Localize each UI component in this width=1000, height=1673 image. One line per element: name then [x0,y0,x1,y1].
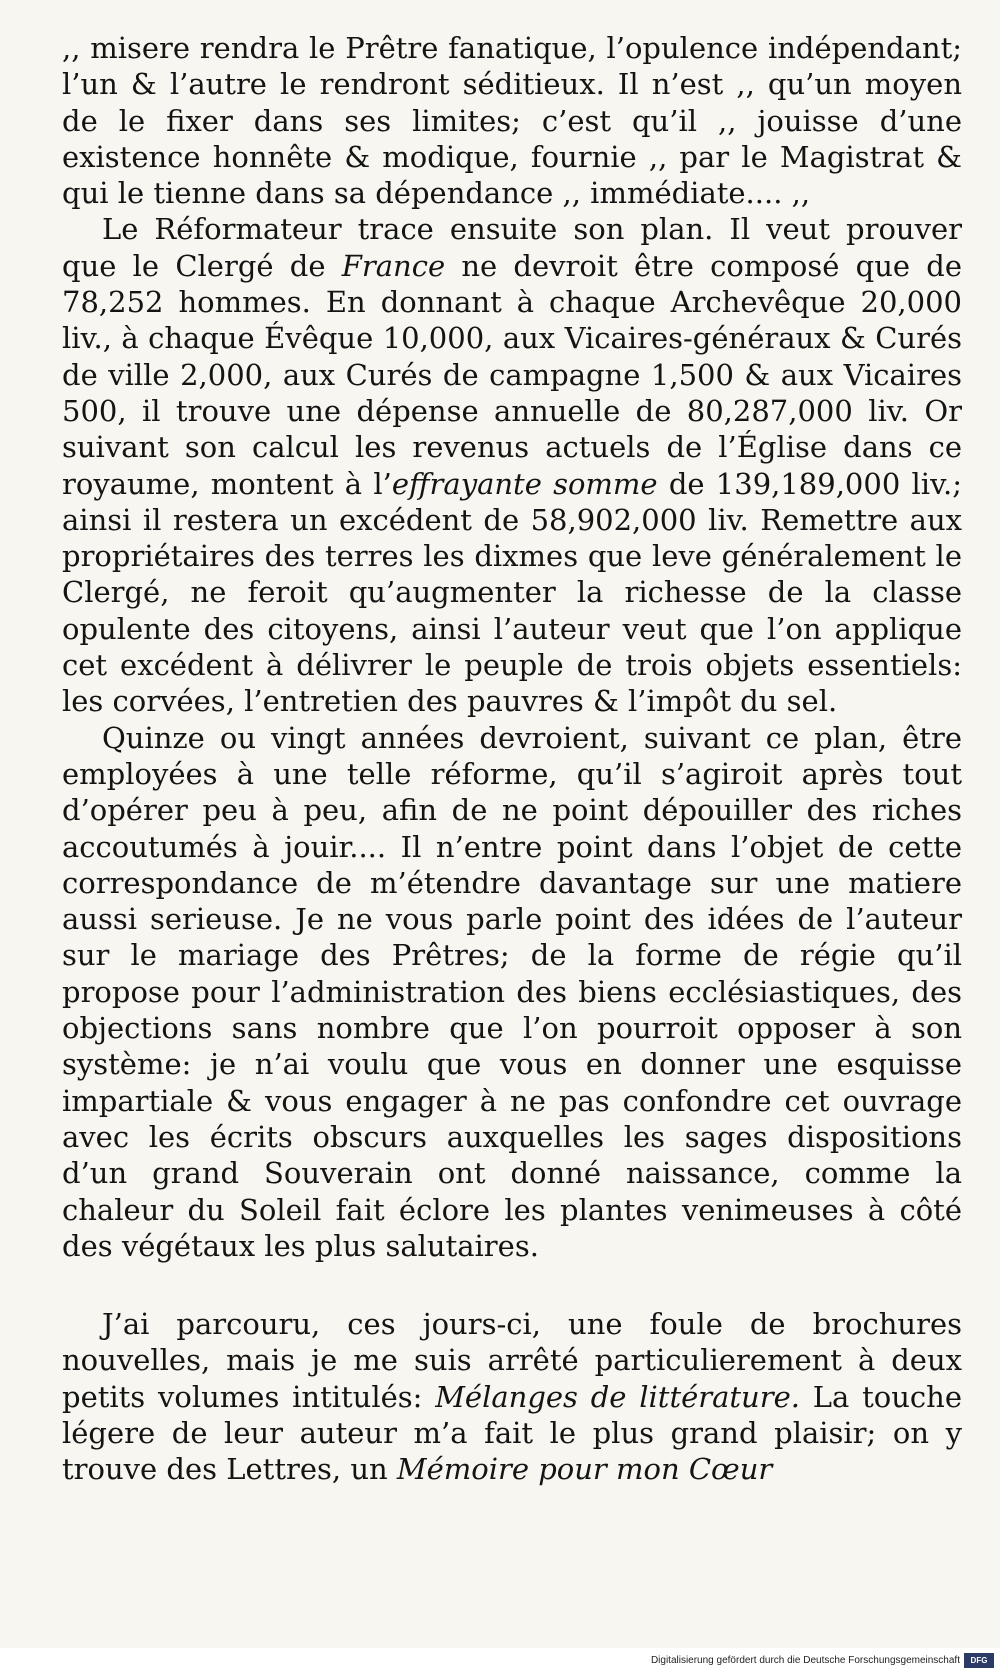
text-run: ,, misere rendra le Prêtre fanatique, l’opulence indépendant; l’un & l’autre le rendront séditieux. Il n’est ,, qu’un moyen de le fixer dans ses limites; c’est qu’il ,, jouisse d’une existence honnête & modique, fournie ,, par le Magistrat & qui le tienne dans sa dépendance ,, immédiate.... ,, [62,31,962,211]
italic-text: Mémoire pour mon Cœur [396,1452,773,1487]
digitization-credit: Digitalisierung gefördert durch die Deutsche Forschungsgemeinschaft [650,1655,960,1666]
dfg-logo: DFG [964,1653,994,1668]
text-run: de 139,189,000 liv.; ainsi il restera un excédent de 58,902,000 liv. Remettre aux propriétaires des terres les dixmes que leve généralement le Clergé, ne feroit qu’augmenter la richesse de la classe opulente des citoyens, ainsi l’auteur veut que l’on applique cet excédent à délivrer le peuple de trois objets essentiels: les corvées, l’entretien des pauvres & l’impôt du sel. [62,466,962,719]
text-run: Quinze ou vingt années devroient, suivant ce plan, être employées à une telle réforme, qu’il s’agiroit après tout d’opérer peu à peu, afin de ne point dépouiller des riches accoutumés à jouir.... Il n’entre point dans l’objet de cette correspondance de m’étendre davantage sur une matiere aussi serieuse. Je ne vous parle point des idées de l’auteur sur le mariage des Prêtres; de la forme de régie qu’il propose pour l’administration des biens ecclésiastiques, des objections sans nombre que l’on pourroit opposer à son système: je n’ai voulu que vous en donner une esquisse impartiale & vous engager à ne pas confondre cet ouvrage avec les écrits obscurs auxquelles les sages dispositions d’un grand Souverain ont donné naissance, comme la chaleur du Soleil fait éclore les plantes venimeuses à côté des végétaux les plus salutaires. [62,720,962,1263]
text-run: J’ai parcouru, ces jours-ci, une foule de brochures nouvelles, mais je me suis arrêté particulierement à deux petits volumes intitulés: [62,1307,962,1414]
italic-text: France [341,248,446,283]
text-run: La touche légere de leur auteur m’a fait le plus grand plaisir; on y trouve des Lettres, un [62,1379,962,1487]
paragraph-1 [62,30,962,211]
page-text [62,30,962,1488]
italic-text: Mélanges de littérature. [435,1379,800,1414]
text-run: ne devroit être composé que de 78,252 hommes. En donnant à chaque Archevêque 20,000 liv., à chaque Évêque 10,000, aux Vicaires-généraux & Curés de ville 2,000, aux Curés de campagne 1,500 & aux Vicaires 500, il trouve une dépense annuelle de 80,287,000 liv. Or suivant son calcul les revenus actuels de l’Église dans ce royaume, montent à l’ [62,248,962,501]
paragraph-3 [62,720,962,1264]
text-run: Le Réformateur trace ensuite son plan. Il veut prouver que le Clergé de [62,212,962,283]
paragraph-4 [62,1306,962,1487]
italic-text: effrayante somme [391,466,658,501]
paragraph-2 [62,211,962,719]
